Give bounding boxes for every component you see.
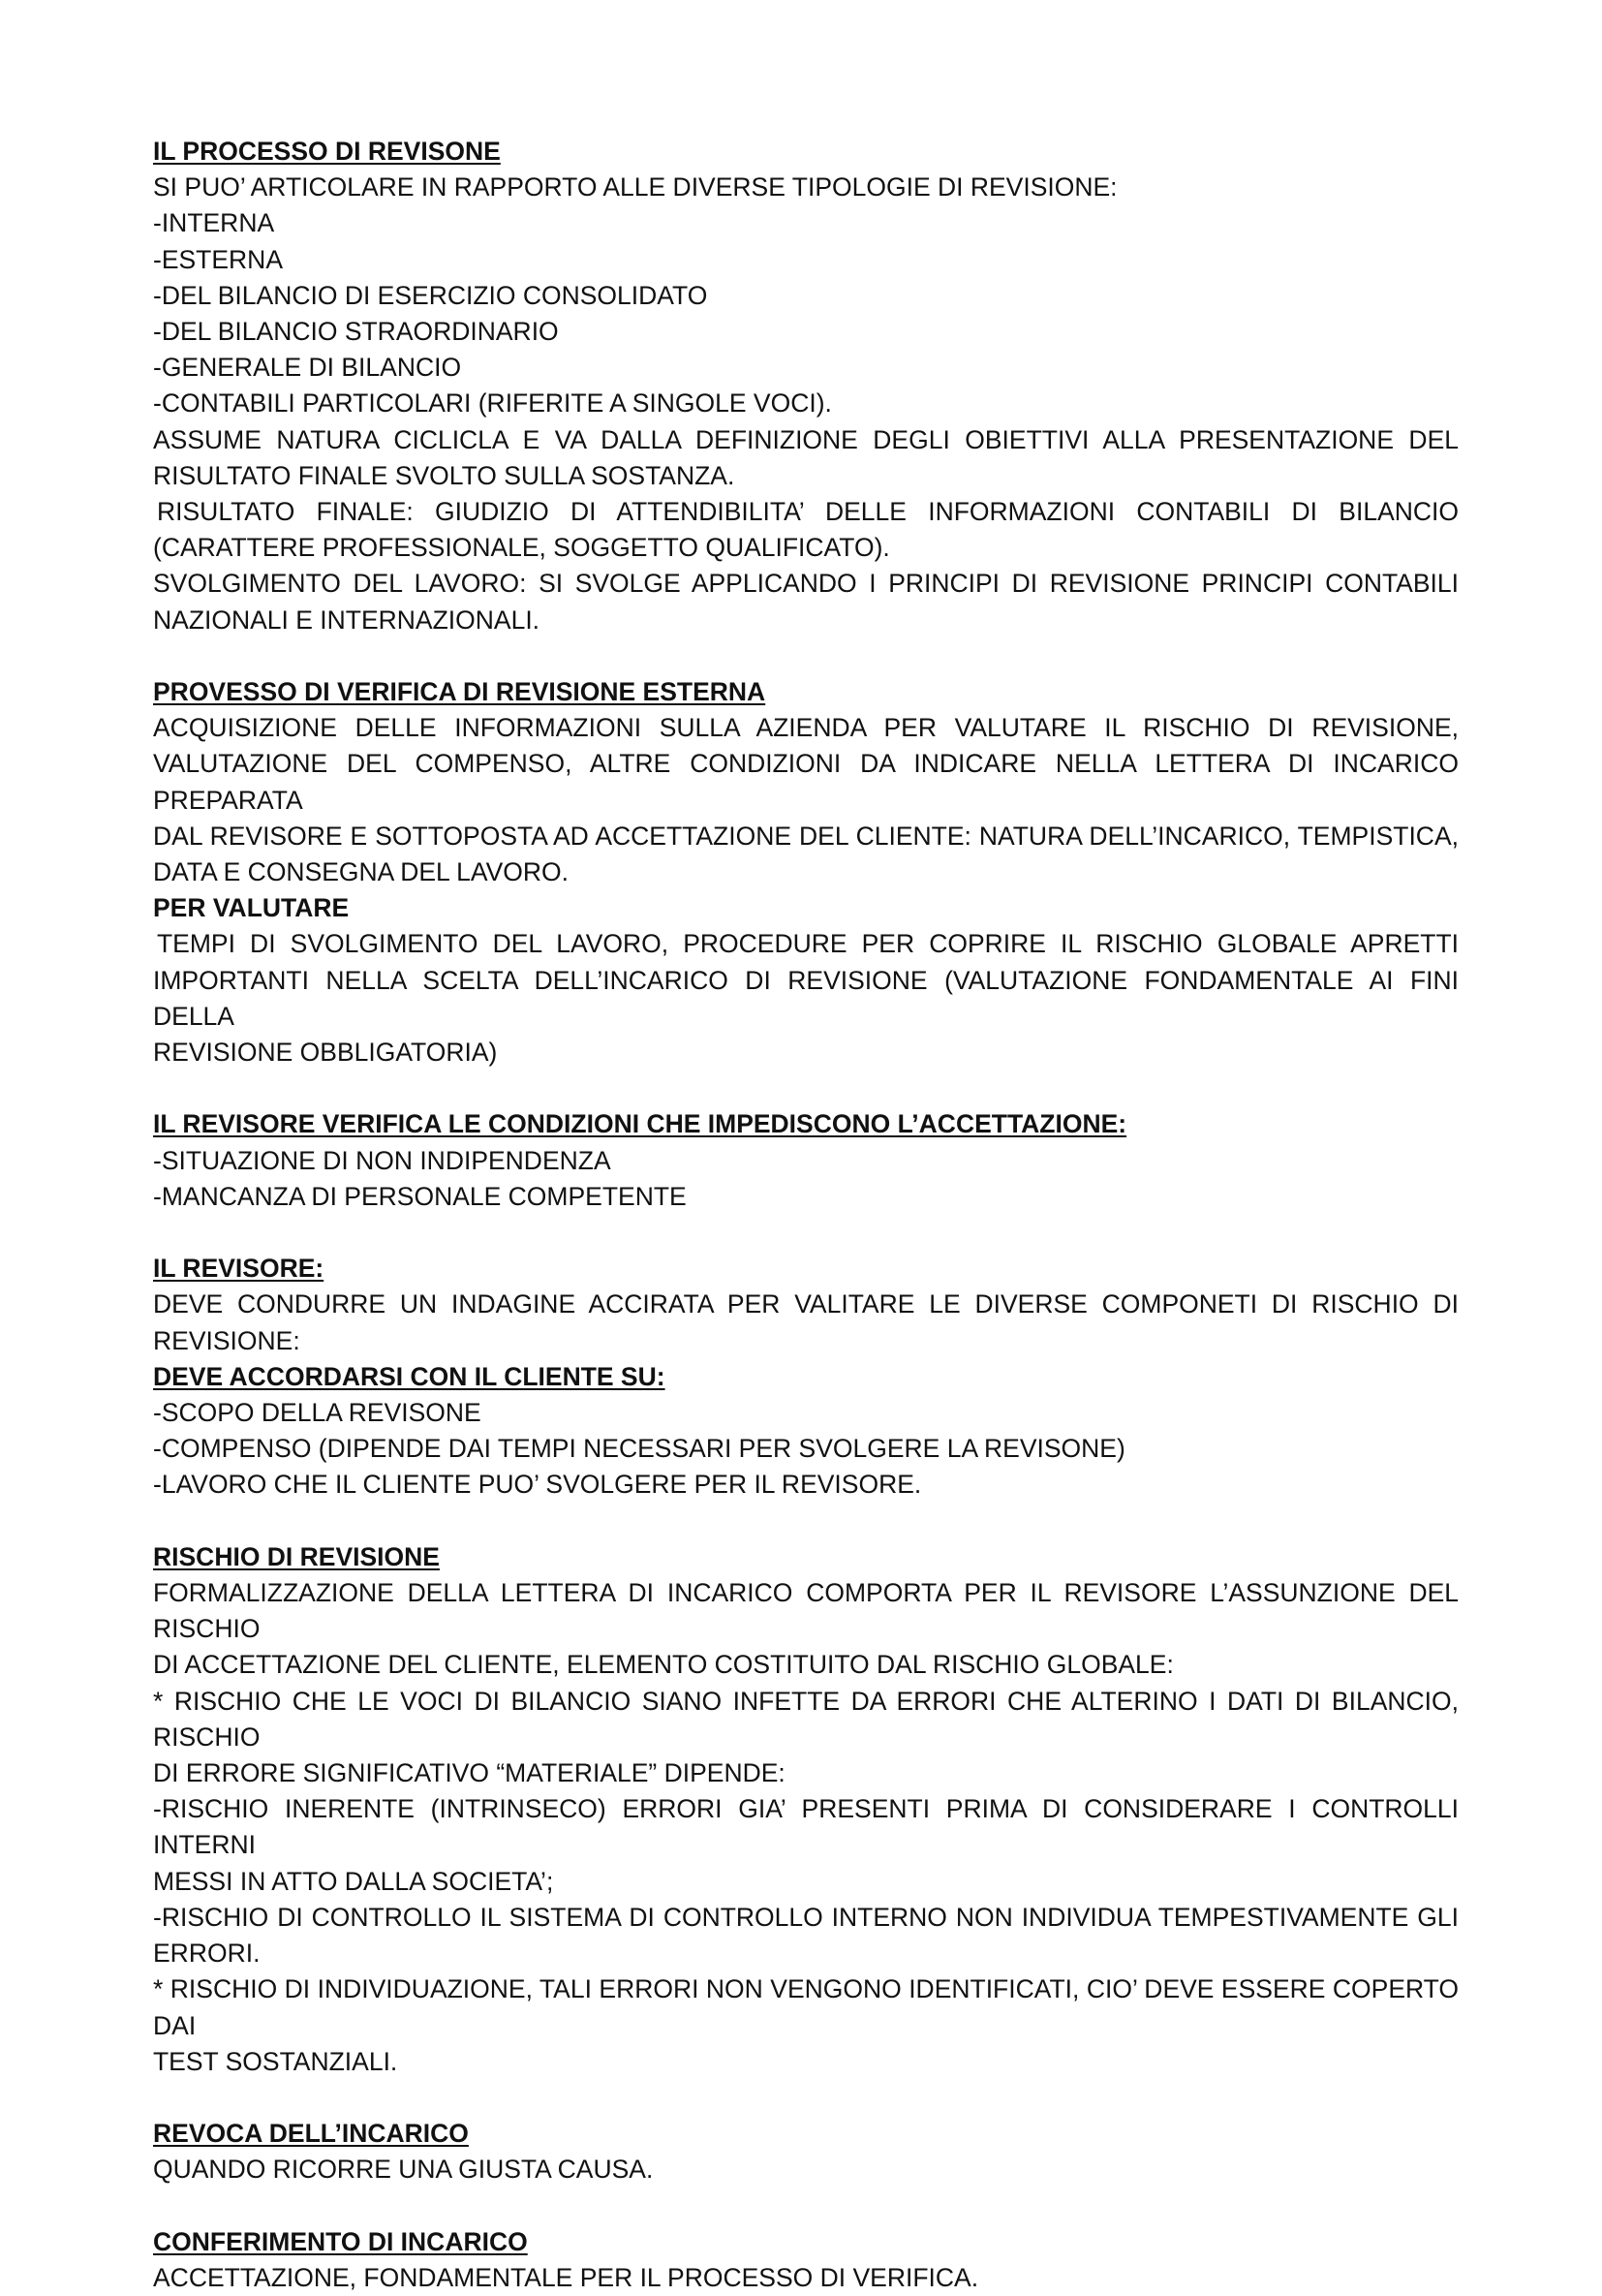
- paragraph-line: TEST SOSTANZIALI.: [153, 2046, 398, 2076]
- list-item: -INTERNA: [153, 208, 275, 238]
- section-heading: CONFERIMENTO DI INCARICO: [153, 2226, 528, 2256]
- paragraph-line: DI ACCETTAZIONE DEL CLIENTE, ELEMENTO COSTITUITO DAL RISCHIO GLOBALE:: [153, 1650, 1174, 1680]
- paragraph-line: DATA E CONSEGNA DEL LAVORO.: [153, 857, 570, 887]
- paragraph-line: SI PUO’ ARTICOLARE IN RAPPORTO ALLE DIVERSE TIPOLOGIE DI REVISIONE:: [153, 172, 1118, 202]
- paragraph-line: ACQUISIZIONE DELLE INFORMAZIONI SULLA AZIENDA PER VALUTARE IL RISCHIO DI REVISIONE,: [153, 713, 1459, 743]
- paragraph-line: FORMALIZZAZIONE DELLA LETTERA DI INCARICO COMPORTA PER IL REVISORE L’ASSUNZIONE DEL RISCHIO: [153, 1578, 1459, 1644]
- paragraph-line: DEVE CONDURRE UN INDAGINE ACCIRATA PER VALITARE LE DIVERSE COMPONETI DI RISCHIO DI: [153, 1289, 1459, 1319]
- list-item: -SITUAZIONE DI NON INDIPENDENZA: [153, 1145, 611, 1175]
- list-item: -DEL BILANCIO STRAORDINARIO: [153, 317, 559, 347]
- list-item: -CONTABILI PARTICOLARI (RIFERITE A SINGOLE VOCI).: [153, 388, 832, 419]
- section-heading: IL PROCESSO DI REVISONE: [153, 137, 501, 166]
- paragraph-line: * RISCHIO CHE LE VOCI DI BILANCIO SIANO INFETTE DA ERRORI CHE ALTERINO I DATI DI BILANCIO, RISCHIO: [153, 1686, 1459, 1752]
- paragraph-line: * RISCHIO DI INDIVIDUAZIONE, TALI ERRORI NON VENGONO IDENTIFICATI, CIO’ DEVE ESSERE COPERTO DAI: [153, 1974, 1459, 2040]
- paragraph-line: ASSUME NATURA CICLICLA E VA DALLA DEFINIZIONE DEGLI OBIETTIVI ALLA PRESENTAZIONE DEL: [153, 424, 1459, 454]
- paragraph-line: ERRORI.: [153, 1939, 261, 1969]
- list-item: -COMPENSO (DIPENDE DAI TEMPI NECESSARI PER SVOLGERE LA REVISONE): [153, 1434, 1125, 1464]
- paragraph-line: -RISCHIO INERENTE (INTRINSECO) ERRORI GIA’ PRESENTI PRIMA DI CONSIDERARE I CONTROLLI INTERNI: [153, 1794, 1459, 1860]
- section-heading: IL REVISORE VERIFICA LE CONDIZIONI CHE IMPEDISCONO L’ACCETTAZIONE:: [153, 1109, 1127, 1139]
- paragraph-line: MESSI IN ATTO DALLA SOCIETA’;: [153, 1866, 554, 1896]
- spacer: [153, 638, 1459, 674]
- list-item: -LAVORO CHE IL CLIENTE PUO’ SVOLGERE PER IL REVISORE.: [153, 1470, 922, 1500]
- paragraph-line: SVOLGIMENTO DEL LAVORO: SI SVOLGE APPLICANDO I PRINCIPI DI REVISIONE PRINCIPI CONTABILI: [153, 569, 1459, 599]
- list-item: -DEL BILANCIO DI ESERCIZIO CONSOLIDATO: [153, 280, 708, 310]
- paragraph-line: ACCETTAZIONE, FONDAMENTALE PER IL PROCESSO DI VERIFICA.: [153, 2262, 979, 2292]
- list-item: -GENERALE DI BILANCIO: [153, 353, 462, 383]
- section-heading: REVOCA DELL’INCARICO: [153, 2119, 469, 2149]
- paragraph-line: VALUTAZIONE DEL COMPENSO, ALTRE CONDIZIONI DA INDICARE NELLA LETTERA DI INCARICO PREPARATA: [153, 749, 1459, 815]
- spacer: [153, 2080, 1459, 2116]
- document-page: [153, 134, 1459, 2296]
- subheading: PER VALUTARE: [153, 893, 350, 923]
- spacer: [153, 1215, 1459, 1251]
- spacer: [153, 1070, 1459, 1106]
- paragraph-line: RISULTATO FINALE: GIUDIZIO DI ATTENDIBILITA’ DELLE INFORMAZIONI CONTABILI DI BILANCIO: [157, 497, 1459, 527]
- paragraph-line: TEMPI DI SVOLGIMENTO DEL LAVORO, PROCEDURE PER COPRIRE IL RISCHIO GLOBALE APRETTI: [157, 929, 1459, 959]
- paragraph-line: (CARATTERE PROFESSIONALE, SOGGETTO QUALIFICATO).: [153, 533, 890, 563]
- section-heading: IL REVISORE:: [153, 1254, 324, 1284]
- paragraph-line: REVISIONE:: [153, 1325, 300, 1355]
- subheading: DEVE ACCORDARSI CON IL CLIENTE SU:: [153, 1361, 665, 1391]
- paragraph-line: QUANDO RICORRE UNA GIUSTA CAUSA.: [153, 2155, 654, 2185]
- list-item: -SCOPO DELLA REVISONE: [153, 1398, 481, 1428]
- paragraph-line: RISULTATO FINALE SVOLTO SULLA SOSTANZA.: [153, 460, 735, 490]
- paragraph-line: -RISCHIO DI CONTROLLO IL SISTEMA DI CONTROLLO INTERNO NON INDIVIDUA TEMPESTIVAMENTE GLI: [153, 1902, 1459, 1932]
- list-item: -ESTERNA: [153, 244, 283, 274]
- section-heading: RISCHIO DI REVISIONE: [153, 1541, 440, 1571]
- paragraph-line: DI ERRORE SIGNIFICATIVO “MATERIALE” DIPENDE:: [153, 1758, 786, 1788]
- paragraph-line: REVISIONE OBBLIGATORIA): [153, 1038, 498, 1068]
- list-item: -MANCANZA DI PERSONALE COMPETENTE: [153, 1181, 687, 1211]
- section-heading: PROVESSO DI VERIFICA DI REVISIONE ESTERNA: [153, 677, 766, 707]
- paragraph-line: NAZIONALI E INTERNAZIONALI.: [153, 605, 540, 635]
- paragraph-line: IMPORTANTI NELLA SCELTA DELL’INCARICO DI REVISIONE (VALUTAZIONE FONDAMENTALE AI FINI DELLA: [153, 965, 1459, 1031]
- paragraph-line: DAL REVISORE E SOTTOPOSTA AD ACCETTAZIONE DEL CLIENTE: NATURA DELL’INCARICO, TEMPISTICA,: [153, 821, 1459, 851]
- spacer: [153, 1504, 1459, 1539]
- spacer: [153, 2188, 1459, 2224]
